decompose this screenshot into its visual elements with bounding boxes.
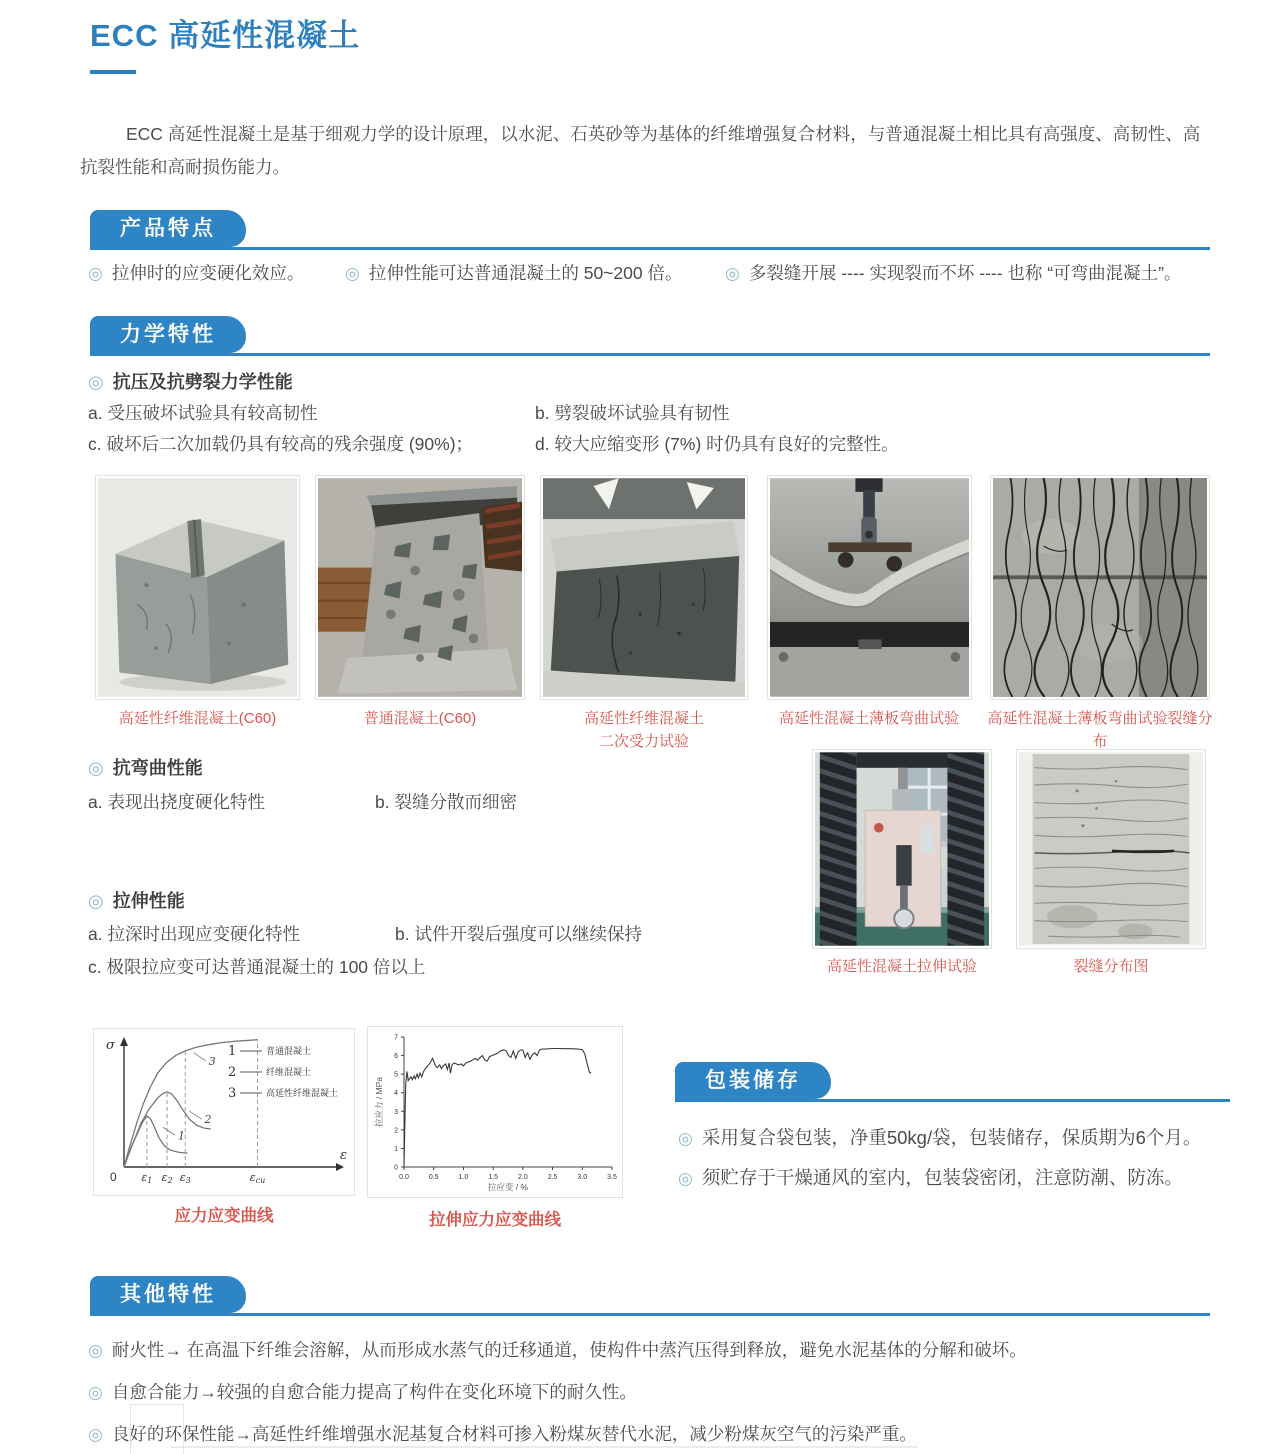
chart-tensile-stress-strain — [367, 1026, 623, 1198]
svg-text:5: 5 — [394, 1071, 398, 1079]
photo-crack-map — [1016, 749, 1206, 949]
vertical-cracks-illustration — [993, 478, 1207, 697]
compression-heading: ◎ 抗压及抗劈裂力学性能 — [88, 368, 293, 394]
ghost-line — [170, 1446, 918, 1448]
section-packaging-rule — [675, 1099, 1230, 1102]
bending-test-illustration — [770, 478, 969, 697]
svg-text:高延性纤维混凝土: 高延性纤维混凝土 — [266, 1088, 339, 1098]
photo-caption: 高延性混凝土拉伸试验 — [826, 958, 977, 975]
svg-text:2.0: 2.0 — [517, 1174, 528, 1181]
chart-caption: 应力应变曲线 — [174, 1207, 274, 1225]
section-others-header — [90, 1276, 1210, 1316]
compression-item: d. 较大应缩变形 (7%) 时仍具有良好的完整性。 — [535, 434, 899, 454]
concrete-cube-illustration — [98, 478, 297, 697]
svg-text:2.5: 2.5 — [547, 1174, 558, 1181]
compression-item: c. 破坏后二次加载仍具有较高的残余强度 (90%)； — [88, 434, 474, 454]
section-mechanics-header — [90, 316, 1210, 356]
svg-text:ε3: ε3 — [179, 1171, 191, 1185]
svg-text:0.0: 0.0 — [399, 1174, 409, 1181]
photo-ecc-secondary-load — [540, 475, 748, 700]
bending-heading: ◎ 抗弯曲性能 — [88, 754, 203, 780]
feature-bullet: ◎ 拉伸性能可达普通混凝土的 50~200 倍。 — [345, 260, 682, 285]
section-others-tab: 其他特性 — [90, 1276, 246, 1313]
svg-text:0: 0 — [394, 1164, 398, 1172]
svg-text:3: 3 — [208, 1054, 216, 1068]
bending-item: b. 裂缝分散而细密 — [375, 792, 517, 812]
svg-text:3.0: 3.0 — [577, 1174, 588, 1181]
svg-text:2: 2 — [394, 1127, 398, 1135]
photo-ecc-cube-c60 — [95, 475, 300, 700]
svg-text:1: 1 — [228, 1044, 237, 1059]
svg-text:ε2: ε2 — [161, 1171, 173, 1185]
svg-text:纤维混凝土: 纤维混凝土 — [266, 1067, 312, 1077]
horizontal-cracks-illustration — [1019, 752, 1203, 946]
svg-text:εcu: εcu — [249, 1171, 266, 1185]
compression-item: a. 受压破坏试验具有较高韧性 — [88, 403, 318, 423]
other-bullet: ◎ 耐火性→ 在高温下纤维会溶解，从而形成水蒸气的迁移通道，使构件中蒸汽压得到释放，避免水泥基体的分解和破坏。 — [88, 1337, 1027, 1362]
section-others-rule — [90, 1313, 1210, 1316]
svg-text:ε1: ε1 — [141, 1171, 153, 1185]
title-underline — [90, 70, 136, 74]
photo-caption: 高延性混凝土薄板弯曲试验 — [778, 710, 959, 727]
stress-strain-curves — [96, 1031, 352, 1193]
svg-text:6: 6 — [394, 1053, 398, 1061]
compression-item: b. 劈裂破坏试验具有韧性 — [535, 403, 730, 423]
svg-text:0.5: 0.5 — [428, 1174, 439, 1181]
svg-text:拉应力 / MPa: 拉应力 / MPa — [374, 1076, 384, 1128]
tensile-stress-strain-curve — [370, 1029, 620, 1195]
crushed-concrete-illustration — [318, 478, 522, 697]
svg-text:3: 3 — [394, 1108, 398, 1116]
packaging-bullet: ◎ 须贮存于干燥通风的室内，包装袋密闭，注意防潮、防冻。 — [678, 1164, 1183, 1190]
section-features-header — [90, 210, 1210, 250]
svg-text:3: 3 — [228, 1086, 237, 1101]
svg-text:普通混凝土: 普通混凝土 — [266, 1046, 312, 1056]
svg-text:ε: ε — [340, 1148, 347, 1163]
intro-paragraph: ECC 高延性混凝土是基于细观力学的设计原理，以水泥、石英砂等为基体的纤维增强复合材料，与普通混凝土相比具有高强度、高韧性、高抗裂性能和高耐损伤能力。 — [80, 124, 1201, 178]
dark-cube-illustration — [543, 478, 745, 697]
other-bullet: ◎ 良好的环保性能→高延性纤维增强水泥基复合材料可掺入粉煤灰替代水泥，减少粉煤灰空气的污染严重。 — [88, 1421, 917, 1446]
svg-text:4: 4 — [394, 1090, 398, 1098]
photo-caption: 普通混凝土(C60) — [363, 710, 477, 727]
svg-text:2: 2 — [204, 1113, 212, 1127]
tension-item: b. 试件开裂后强度可以继续保持 — [395, 924, 642, 944]
svg-text:σ: σ — [106, 1038, 115, 1053]
chart-stress-strain — [93, 1028, 355, 1196]
svg-text:1.0: 1.0 — [458, 1174, 469, 1181]
packaging-bullet: ◎ 采用复合袋包装，净重50kg/袋，包装储存，保质期为6个月。 — [678, 1124, 1201, 1150]
section-packaging-tab: 包装储存 — [675, 1062, 831, 1099]
tensile-machine-illustration — [815, 752, 989, 946]
photo-tensile-test-machine — [812, 749, 992, 949]
tension-item: a. 拉深时出现应变硬化特性 — [88, 924, 300, 944]
other-bullet: ◎ 自愈合能力→较强的自愈合能力提高了构件在变化环境下的耐久性。 — [88, 1379, 637, 1404]
photo-caption: 高延性纤维混凝土 二次受力试验 — [583, 710, 704, 750]
tension-heading: ◎ 拉伸性能 — [88, 887, 185, 913]
svg-text:拉应变 / %: 拉应变 / % — [487, 1182, 529, 1192]
svg-text:7: 7 — [394, 1034, 398, 1042]
section-mechanics-rule — [90, 353, 1210, 356]
svg-text:3.5: 3.5 — [607, 1174, 617, 1181]
feature-bullet: ◎ 拉伸时的应变硬化效应。 — [88, 260, 304, 285]
photo-plate-bending-test — [767, 475, 972, 700]
photo-bending-crack-distribution — [990, 475, 1210, 700]
tension-item: c. 极限拉应变可达普通混凝土的 100 倍以上 — [88, 957, 426, 977]
photo-caption: 裂缝分布图 — [1073, 958, 1149, 975]
photo-normal-concrete-c60 — [315, 475, 525, 700]
svg-text:0: 0 — [110, 1170, 117, 1184]
section-features-rule — [90, 247, 1210, 250]
page-title: ECC 高延性混凝土 — [90, 18, 361, 53]
section-packaging-header — [675, 1062, 1230, 1102]
svg-text:1: 1 — [394, 1145, 398, 1153]
chart-caption: 拉伸应力应变曲线 — [429, 1211, 561, 1229]
section-mechanics-tab: 力学特性 — [90, 316, 246, 353]
svg-text:2: 2 — [228, 1065, 237, 1080]
section-features-tab: 产品特点 — [90, 210, 246, 247]
feature-bullet: ◎ 多裂缝开展 ---- 实现裂而不坏 ---- 也称 “可弯曲混凝土”。 — [725, 260, 1181, 285]
svg-text:1.5: 1.5 — [488, 1174, 499, 1181]
bending-item: a. 表现出挠度硬化特性 — [88, 792, 265, 812]
svg-text:1: 1 — [178, 1129, 186, 1143]
photo-caption: 高延性纤维混凝土(C60) — [118, 710, 277, 727]
photo-caption: 高延性混凝土薄板弯曲试验裂缝分布 — [987, 710, 1213, 750]
